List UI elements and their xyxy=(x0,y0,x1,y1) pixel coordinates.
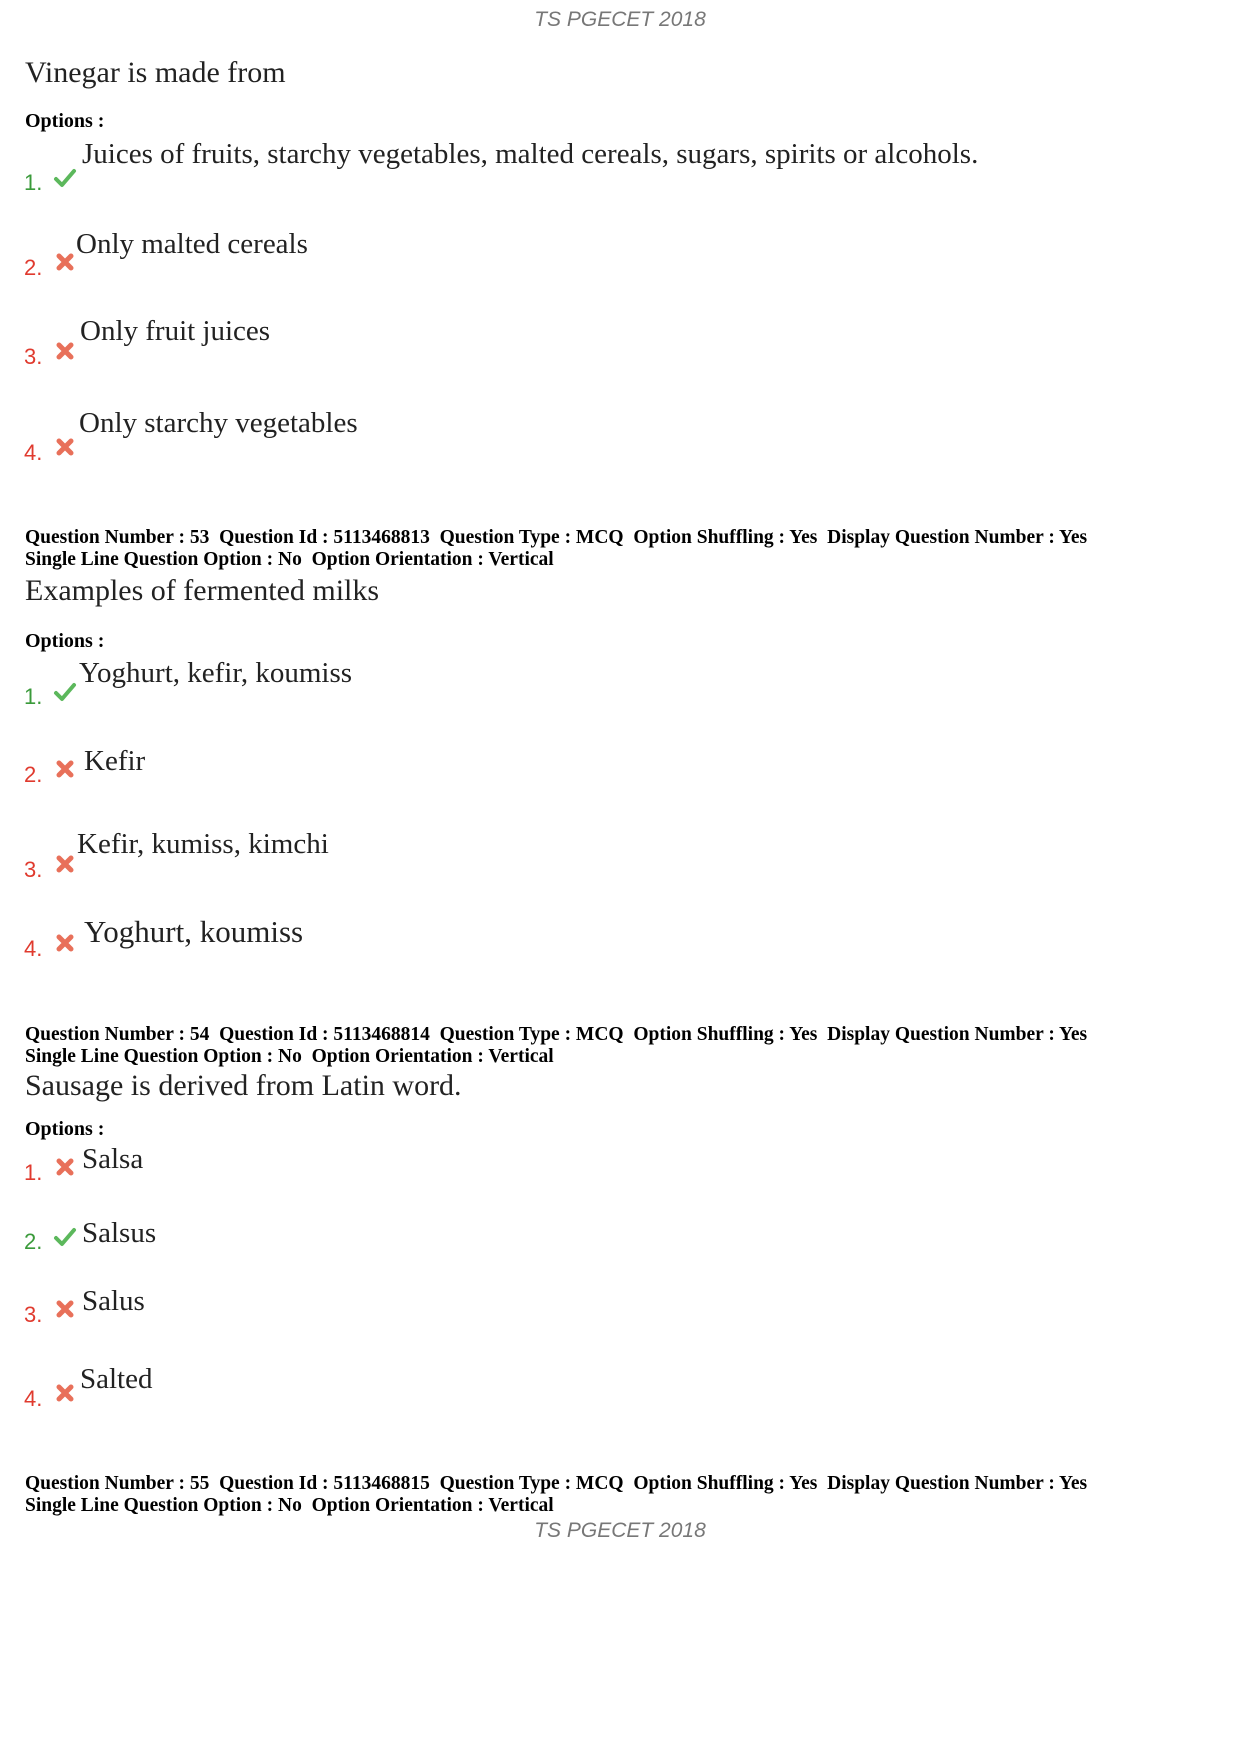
question-meta-line: Question Number : 55 Question Id : 5113468815 Question Type : MCQ Option Shuffling : Yes Display Question Number : Yes xyxy=(25,1473,1088,1494)
option-text: Salus xyxy=(82,1285,145,1317)
option-text: Salsus xyxy=(82,1217,157,1249)
page-header: TS PGECET 2018 xyxy=(534,8,706,31)
question-text: Sausage is derived from Latin word. xyxy=(25,1069,462,1102)
question-meta-line: Single Line Question Option : No Option Orientation : Vertical xyxy=(25,1495,554,1516)
option-number: 3. xyxy=(24,1302,43,1327)
option-number: 1. xyxy=(24,170,43,195)
options-label: Options : xyxy=(25,1118,105,1140)
option-number: 1. xyxy=(24,684,43,709)
question-meta-line: Question Number : 53 Question Id : 5113468813 Question Type : MCQ Option Shuffling : Yes Display Question Number : Yes xyxy=(25,527,1088,548)
question-meta-line: Question Number : 54 Question Id : 5113468814 Question Type : MCQ Option Shuffling : Yes Display Question Number : Yes xyxy=(25,1024,1088,1045)
option-number: 3. xyxy=(24,344,43,369)
option-number: 4. xyxy=(24,936,43,961)
option-number: 4. xyxy=(24,440,43,465)
question-meta-line: Single Line Question Option : No Option Orientation : Vertical xyxy=(25,1046,554,1067)
question-text: Examples of fermented milks xyxy=(25,574,380,607)
options-label: Options : xyxy=(25,110,105,132)
option-number: 2. xyxy=(24,762,43,787)
option-number: 2. xyxy=(24,255,43,280)
option-text: Yoghurt, kefir, koumiss xyxy=(79,657,353,689)
option-number: 4. xyxy=(24,1386,43,1411)
question-meta xyxy=(25,1024,1087,1068)
cross-icon xyxy=(53,1381,77,1405)
option-text: Juices of fruits, starchy vegetables, malted cereals, sugars, spirits or alcohols. xyxy=(82,138,979,170)
option-text: Yoghurt, koumiss xyxy=(84,914,304,949)
option-text: Kefir, kumiss, kimchi xyxy=(77,828,329,860)
option-number: 1. xyxy=(24,1160,43,1185)
option-number: 2. xyxy=(24,1229,43,1254)
option-text: Salted xyxy=(80,1363,153,1395)
question-meta-line: Single Line Question Option : No Option Orientation : Vertical xyxy=(25,549,554,570)
option-text: Only fruit juices xyxy=(80,315,271,347)
question-meta xyxy=(25,1473,1087,1517)
option-text: Kefir xyxy=(84,745,146,777)
option-text: Only starchy vegetables xyxy=(79,407,358,439)
check-icon xyxy=(53,166,77,190)
cross-icon xyxy=(53,757,77,781)
options-label: Options : xyxy=(25,630,105,652)
cross-icon xyxy=(53,1297,77,1321)
cross-icon xyxy=(53,250,77,274)
page-footer: TS PGECET 2018 xyxy=(534,1519,706,1542)
question-meta xyxy=(25,527,1087,571)
question-text: Vinegar is made from xyxy=(25,56,286,89)
cross-icon xyxy=(53,931,77,955)
cross-icon xyxy=(53,435,77,459)
cross-icon xyxy=(53,852,77,876)
cross-icon xyxy=(53,1155,77,1179)
cross-icon xyxy=(53,339,77,363)
option-text: Only malted cereals xyxy=(76,228,308,260)
check-icon xyxy=(53,1225,77,1249)
option-text: Salsa xyxy=(82,1143,144,1175)
option-number: 3. xyxy=(24,857,43,882)
check-icon xyxy=(53,680,77,704)
